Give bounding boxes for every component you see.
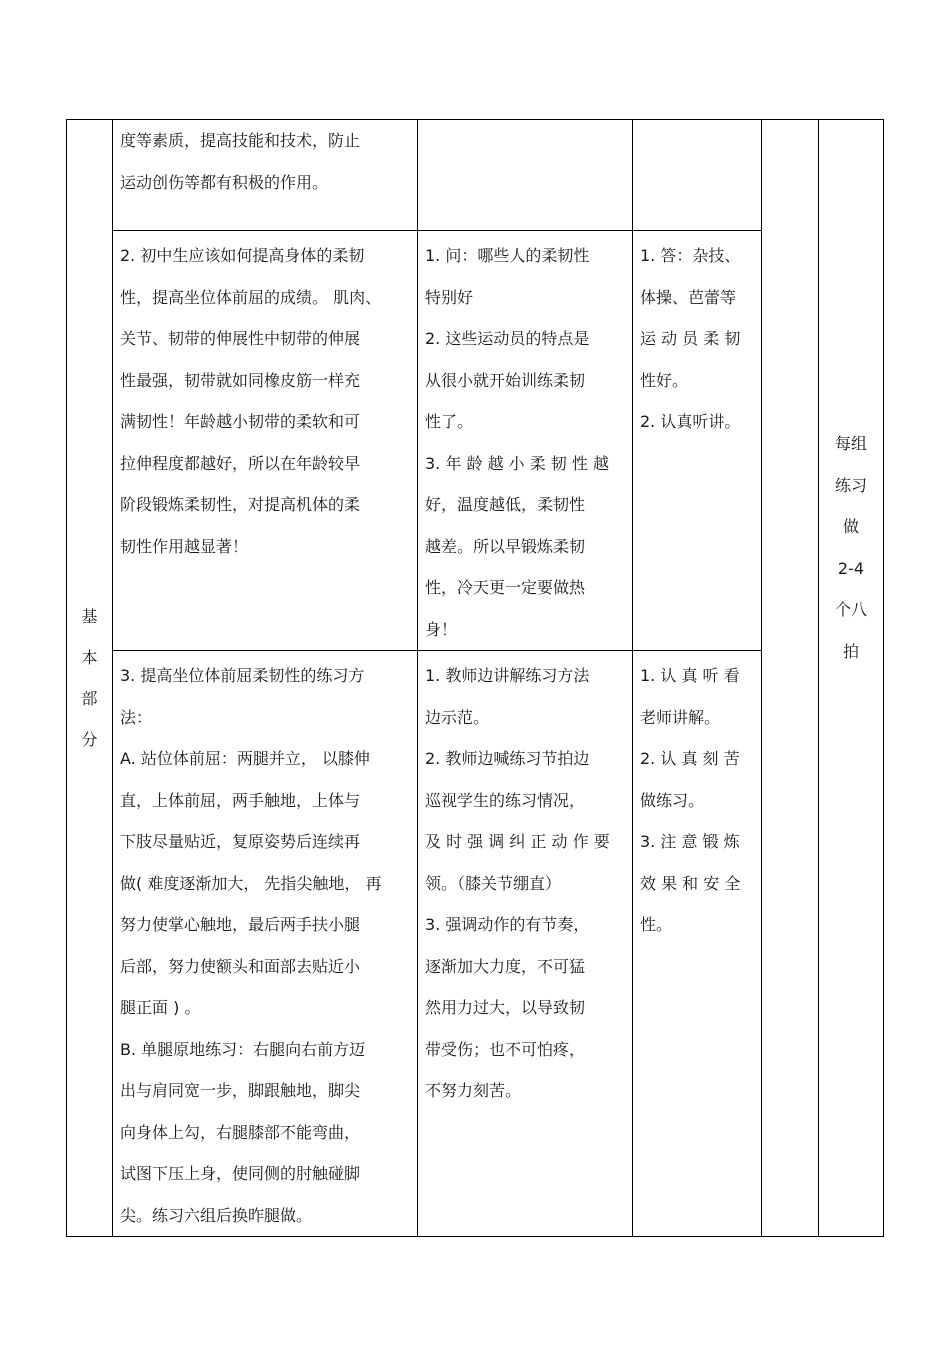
text-line: 1. 教师边讲解练习方法 <box>425 666 590 685</box>
content-cell <box>113 651 418 1237</box>
section-label: 基 本 部 分 <box>81 607 98 749</box>
text-line: 越差。所以早锻炼柔韧 <box>425 536 586 556</box>
text-line: 做( 难度逐渐加大， 先指尖触地， 再 <box>120 873 382 893</box>
text-line: 2. 认 真 刻 苦 <box>640 749 740 768</box>
blank-column-cell <box>762 120 819 1237</box>
text-line: 2. 教师边喊练习节拍边 <box>425 749 590 768</box>
teacher-activity-cell <box>418 120 633 231</box>
text-line: 带受伤；也不可怕疼， <box>425 1039 586 1059</box>
text-line: 效 果 和 安 全 <box>640 873 741 893</box>
text-line: 1. 答：杂技、 <box>640 246 741 265</box>
content-cell <box>113 120 418 231</box>
text-line: 出与肩同宽一步，脚跟触地，脚尖 <box>120 1081 361 1100</box>
text-line: 直，上体前屈，两手触地，上体与 <box>120 790 361 810</box>
text-line: A. 站位体前屈：两腿并立， 以膝伸 <box>120 749 370 768</box>
text-line: 尖。练习六组后换昨腿做。 <box>120 1205 313 1225</box>
text-line: 韧性作用越显著！ <box>120 536 249 556</box>
text-line: 3. 注 意 锻 炼 <box>640 832 740 851</box>
student-activity-cell <box>633 231 762 651</box>
lesson-plan-table <box>66 119 884 1237</box>
text-line: 性最强，韧带就如同橡皮筋一样充 <box>120 370 361 390</box>
text-line: 后部，努力使额头和面部去贴近小 <box>120 956 361 976</box>
teacher-activity-cell <box>418 651 633 1237</box>
text-line: 试图下压上身，使同侧的肘触碰脚 <box>120 1164 361 1183</box>
student-activity-cell <box>633 120 762 231</box>
text-line: 性了。 <box>425 412 474 431</box>
text-line: 性好。 <box>640 370 689 390</box>
practice-notes: 每组 练习 做 2-4 个八 拍 <box>834 434 867 661</box>
text-line: 领。（膝关节绷直） <box>425 873 562 893</box>
text-line: 下肢尽量贴近，复原姿势后连续再 <box>120 832 361 851</box>
section-label-cell <box>67 120 113 1237</box>
text-line: 好，温度越低，柔韧性 <box>425 495 586 514</box>
text-line: 特别好 <box>425 287 474 307</box>
text-line: 运 动 员 柔 韧 <box>640 329 741 348</box>
text-line: 巡视学生的练习情况， <box>425 790 586 810</box>
text-line: 边示范。 <box>425 707 490 727</box>
text-line: 阶段锻炼柔韧性，对提高机体的柔 <box>120 495 361 514</box>
text-line: 不努力刻苦。 <box>425 1081 522 1100</box>
text-line: 腿正面 ) 。 <box>120 998 201 1017</box>
text-line: 从很小就开始训练柔韧 <box>425 370 586 390</box>
table-row <box>67 231 884 651</box>
text-line: 身！ <box>425 619 458 639</box>
text-line: 1. 问：哪些人的柔韧性 <box>425 246 590 265</box>
teacher-activity-cell <box>418 231 633 651</box>
text-line: 老师讲解。 <box>640 707 721 727</box>
text-line: 2. 认真听讲。 <box>640 412 741 431</box>
text-line: 性，冷天更一定要做热 <box>425 578 586 597</box>
practice-notes-cell <box>819 120 884 1237</box>
text-line: B. 单腿原地练习：右腿向右前方迈 <box>120 1039 366 1059</box>
text-line: 关节、韧带的伸展性中韧带的伸展 <box>120 329 361 348</box>
text-line: 运动创伤等都有积极的作用。 <box>120 172 329 192</box>
text-line: 性。 <box>640 915 673 934</box>
text-line: 努力使掌心触地，最后两手扶小腿 <box>120 915 361 934</box>
table-row <box>67 651 884 1237</box>
text-line: 3. 年 龄 越 小 柔 韧 性 越 <box>425 453 609 473</box>
text-line: 逐渐加大力度，不可猛 <box>425 956 586 976</box>
text-line: 3. 强调动作的有节奏， <box>425 915 590 934</box>
text-line: 及 时 强 调 纠 正 动 作 要 <box>425 832 610 851</box>
text-line: 2. 初中生应该如何提高身体的柔韧 <box>120 246 365 265</box>
text-line: 满韧性！年龄越小韧带的柔软和可 <box>120 412 361 431</box>
text-line: 度等素质，提高技能和技术，防止 <box>120 131 361 150</box>
text-line: 1. 认 真 听 看 <box>640 666 740 685</box>
text-line: 体操、芭蕾等 <box>640 287 737 307</box>
content-cell <box>113 231 418 651</box>
text-line: 法： <box>120 707 153 727</box>
student-activity-cell <box>633 651 762 1237</box>
text-line: 做练习。 <box>640 790 705 810</box>
text-line: 向身体上勾，右腿膝部不能弯曲， <box>120 1122 361 1142</box>
text-line: 然用力过大，以导致韧 <box>425 998 586 1017</box>
text-line: 3. 提高坐位体前屈柔韧性的练习方 <box>120 666 365 685</box>
text-line: 性，提高坐位体前屈的成绩。 肌肉、 <box>120 287 382 307</box>
text-line: 拉伸程度都越好，所以在年龄较早 <box>120 453 361 473</box>
text-line: 2. 这些运动员的特点是 <box>425 329 590 348</box>
table-row <box>67 120 884 231</box>
